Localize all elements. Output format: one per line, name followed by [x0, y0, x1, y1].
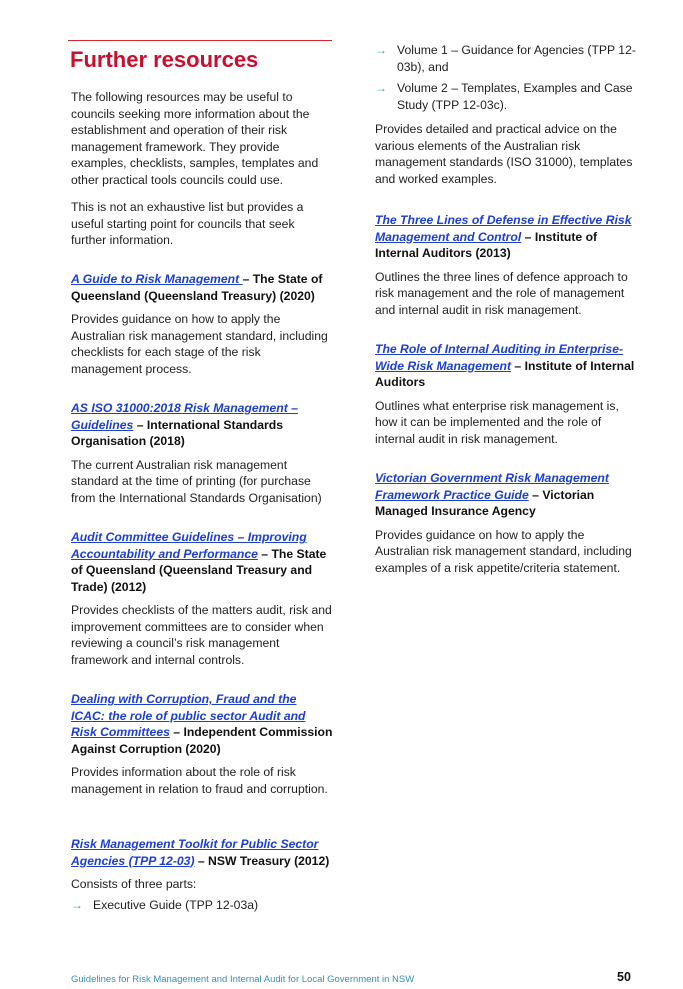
resource-description: Provides guidance on how to apply the Australian risk management standard, including checklists for each stage of the risk management process. — [71, 312, 328, 376]
intro-paragraph-2 — [71, 199, 333, 249]
list-item-text: Volume 2 – Templates, Examples and Case Study (TPP 12-03c). — [397, 81, 633, 112]
resource-description: Provides detailed and practical advice on the various elements of the Australian risk management standards (ISO 31000), templates and worked examples. — [375, 122, 633, 186]
toolkit-parts-continued — [375, 42, 637, 187]
resource-link[interactable]: Dealing with Corruption, Fraud and the ICAC: the role of public sector Audit and Risk Committees — [71, 692, 306, 739]
resource-heading — [375, 341, 637, 391]
page-title: Further resources — [70, 47, 259, 72]
resource-entry — [375, 212, 637, 318]
resource-description: Provides checklists of the matters audit, risk and improvement committees are to consider when reviewing a council’s risk management framework and internal controls. — [71, 603, 332, 667]
resource-source: – The State of Queensland (Queensland Treasury) (2020) — [71, 272, 323, 303]
resource-source: – International Standards Organisation (2018) — [71, 417, 283, 448]
resource-source: – Victorian Managed Insurance Agency — [375, 487, 595, 518]
resource-heading — [71, 271, 333, 304]
title-rule — [68, 40, 332, 41]
list-item-text: Executive Guide (TPP 12-03a) — [93, 897, 259, 912]
resource-link[interactable]: Victorian Government Risk Management Framework Practice Guide — [375, 471, 609, 502]
resource-link[interactable]: The Three Lines of Defense in Effective Risk Management and Control — [375, 213, 632, 244]
list-item — [375, 80, 637, 113]
arrow-right-icon: → — [375, 43, 387, 57]
resource-entry — [71, 400, 333, 506]
resource-link[interactable]: The Role of Internal Auditing in Enterprise-Wide Risk Management — [375, 342, 624, 373]
list-item-text: Volume 1 – Guidance for Agencies (TPP 12-03b), and — [397, 43, 636, 74]
resource-description: Provides guidance on how to apply the Australian risk management standard, including examples of a risk appetite/criteria statement. — [375, 527, 632, 575]
resource-description: Consists of three parts: — [71, 877, 197, 891]
resource-link[interactable]: Audit Committee Guidelines – Improving Accountability and Performance — [71, 530, 307, 561]
resource-heading — [375, 212, 637, 262]
resource-source: – Institute of Internal Auditors — [375, 358, 635, 389]
footer-title: Guidelines for Risk Management and Internal Audit for Local Government in NSW — [71, 974, 415, 985]
intro-paragraph-1 — [71, 89, 333, 188]
resource-entry — [375, 470, 637, 576]
resource-description: Provides information about the role of risk management in relation to fraud and corruption. — [71, 765, 328, 796]
resource-source: – Institute of Internal Auditors (2013) — [375, 229, 598, 260]
resource-source: – Independent Commission Against Corruption (2020) — [71, 725, 333, 756]
resource-entry — [71, 691, 333, 797]
resource-entry — [71, 836, 333, 918]
resource-heading — [71, 836, 333, 869]
resource-link[interactable]: AS ISO 31000:2018 Risk Management – Guidelines — [71, 401, 298, 432]
resource-entry — [71, 529, 333, 668]
resource-link[interactable]: Risk Management Toolkit for Public Sector Agencies (TPP 12-03) — [71, 837, 319, 868]
list-item — [375, 42, 637, 75]
list-item — [71, 897, 333, 914]
intro-text-1: The following resources may be useful to councils seeking more information about the establishment and operation of their risk management framework. They provide examples, checklists, samples, templates and other practical tools councils could use. — [71, 90, 319, 187]
resource-heading — [71, 691, 333, 757]
intro-text-2: This is not an exhaustive list but provides a useful starting point for councils that seek further information. — [71, 200, 304, 247]
resource-entry — [375, 341, 637, 447]
resource-description: The current Australian risk management standard at the time of printing (for purchase from the International Standards Organisation) — [71, 457, 322, 505]
resource-heading — [375, 470, 637, 520]
resource-description: Outlines the three lines of defence approach to risk management and the role of management and internal audit in risk management. — [375, 269, 628, 317]
resource-link[interactable]: A Guide to Risk Management — [71, 272, 243, 286]
resource-source: – NSW Treasury (2012) — [194, 853, 330, 868]
resource-source: – The State of Queensland (Queensland Treasury and Trade) (2012) — [71, 546, 327, 594]
page-number: 50 — [617, 970, 631, 984]
toolkit-parts-list-continued — [375, 42, 637, 113]
toolkit-parts-list — [71, 897, 333, 914]
resource-heading — [71, 529, 333, 595]
arrow-right-icon: → — [71, 897, 83, 912]
resource-entry — [71, 271, 333, 377]
arrow-right-icon: → — [375, 81, 387, 95]
resource-heading — [71, 400, 333, 450]
resource-description: Outlines what enterprise risk management is, how it can be implemented and the role of internal audit in risk management. — [375, 398, 619, 446]
